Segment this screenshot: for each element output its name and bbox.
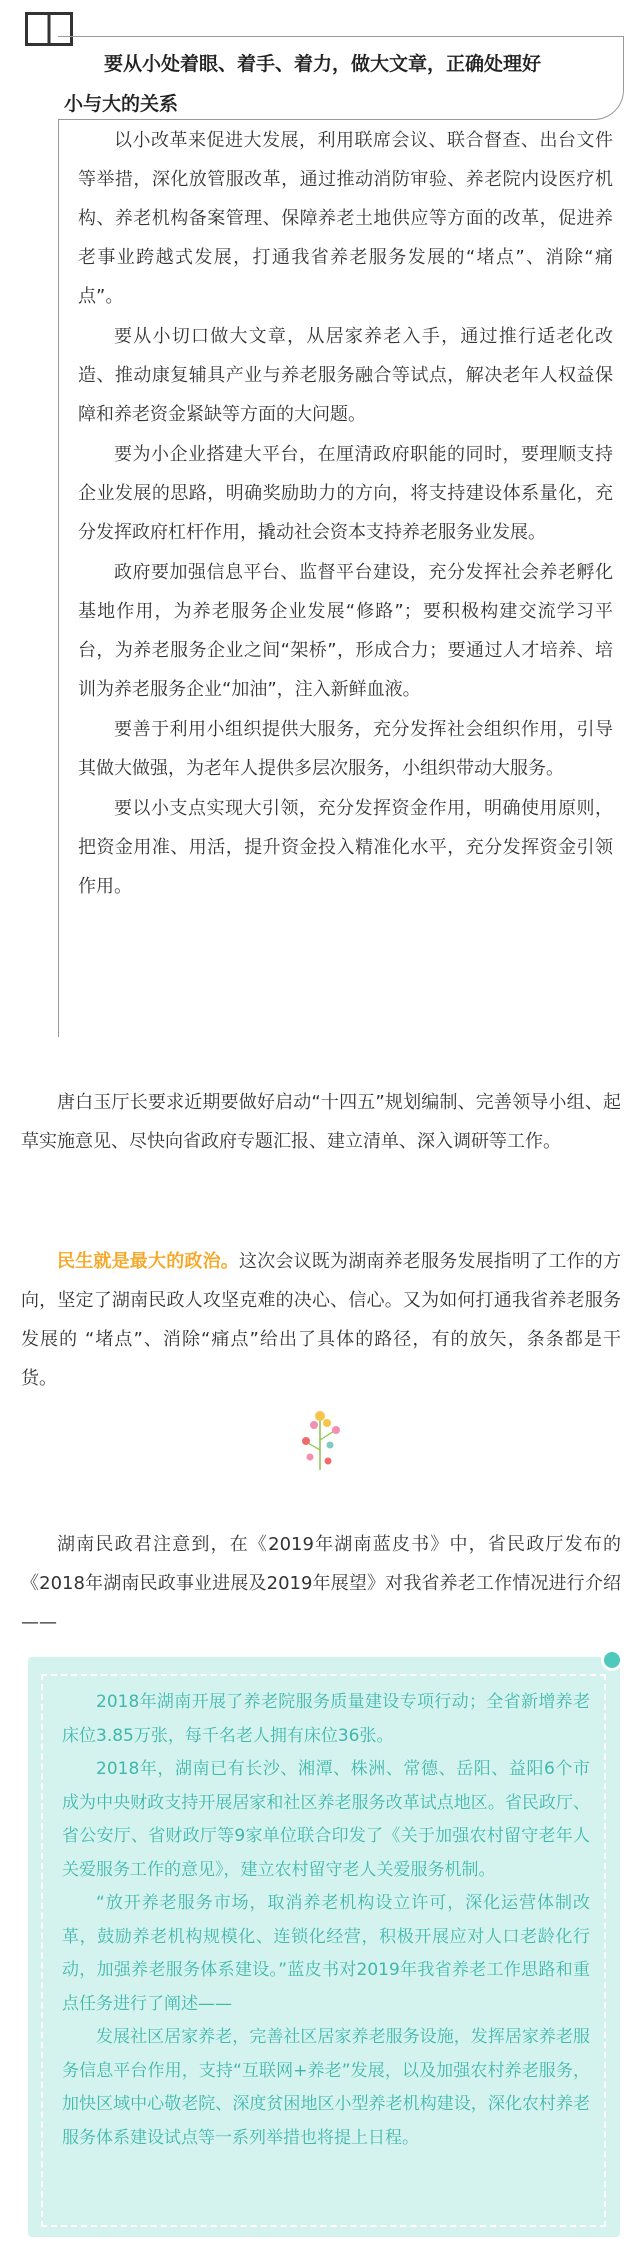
quote-paragraph: 发展社区居家养老，完善社区居家养老服务设施，发挥居家养老服务信息平台作用，支持“互联网+养老”发展，以及加强农村养老服务，加快区域中心敬老院、深度贫困地区小型养老机构建设，深化农村养老服务体系建设试点等一系列举措也将提上日程。 [62,2027,590,2148]
section-body [78,121,613,906]
section-paragraph: 要以小支点实现大引领，充分发挥资金作用，明确使用原则，把资金用准、用活，提升资金投入精准化水平，充分发挥资金引领作用。 [78,798,613,897]
section-left-rule [58,120,59,1037]
flower-divider-icon [290,1405,350,1475]
section-title-line2: 小与大的关系 [64,93,179,115]
body-text: 这次会议既为湖南养老服务发展指明了工作的方向，坚定了湖南民政人攻坚克难的决心、信心。又为如何打通我省养老服务发展的 “堵点”、消除“痛点”给出了具体的路径，有的放矢，条条都是干货。 [21,1251,621,1389]
section-paragraph: 要为小企业搭建大平台，在厘清政府职能的同时，要理顺支持企业发展的思路，明确奖励助力的方向，将支持建设体系量化，充分发挥政府杠杆作用，撬动社会资本支持养老服务业发展。 [78,444,613,543]
section-title [64,44,614,124]
section-title-line1: 要从小处着眼、着手、着力，做大文章，正确处理好 [104,53,542,75]
quote-paragraph: “放开养老服务市场，取消养老机构设立许可，深化运营体制改革，鼓励养老机构规模化、连锁化经营，积极开展应对人口老龄化行动，加强养老服务体系建设。”蓝皮书对2019年我省养老工作思路和重点任务进行了阐述—— [62,1893,590,2014]
highlight-text: 民生就是最大的政治。 [57,1251,239,1272]
quote-box-dot-icon [601,1649,623,1671]
quote-box-text [62,1686,590,2155]
body-paragraph-highlighted [21,1242,621,1398]
body-paragraph: 唐白玉厅长要求近期要做好启动“十四五”规划编制、完善领导小组、起草实施意见、尽快向省政府专题汇报、建立清单、深入调研等工作。 [21,1092,621,1152]
quote-paragraph: 2018年，湖南已有长沙、湘潭、株洲、常德、岳阳、益阳6个市成为中央财政支持开展居家和社区养老服务改革试点地区。省民政厅、省公安厅、省财政厅等9家单位联合印发了《关于加强农村留守老年人关爱服务工作的意见》，建立农村留守老人关爱服务机制。 [62,1759,590,1880]
section-paragraph: 要从小切口做大文章，从居家养老入手，通过推行适老化改造、推动康复辅具产业与养老服务融合等试点，解决老年人权益保障和养老资金紧缺等方面的大问题。 [78,326,613,425]
section-paragraph: 以小改革来促进大发展，利用联席会议、联合督查、出台文件等举措，深化放管服改革，通过推动消防审验、养老院内设医疗机构、养老机构备案管理、保障养老土地供应等方面的改革，促进养老事业跨越式发展，打通我省养老服务发展的“堵点”、消除“痛点”。 [78,130,613,307]
body-paragraph: 湖南民政君注意到，在《2019年湖南蓝皮书》中，省民政厅发布的《2018年湖南民政事业进展及2019年展望》对我省养老工作情况进行介绍—— [21,1534,621,1633]
quote-paragraph: 2018年湖南开展了养老院服务质量建设专项行动；全省新增养老床位3.85万张，每千名老人拥有床位36张。 [62,1692,590,1746]
section-paragraph: 政府要加强信息平台、监督平台建设，充分发挥社会养老孵化基地作用，为养老服务企业发展“修路”；要积极构建交流学习平台，为养老服务企业之间“架桥”，形成合力；要通过人才培养、培训为养老服务企业“加油”，注入新鲜血液。 [78,562,613,700]
section-paragraph: 要善于利用小组织提供大服务，充分发挥社会组织作用，引导其做大做强，为老年人提供多层次服务，小组织带动大服务。 [78,719,613,779]
